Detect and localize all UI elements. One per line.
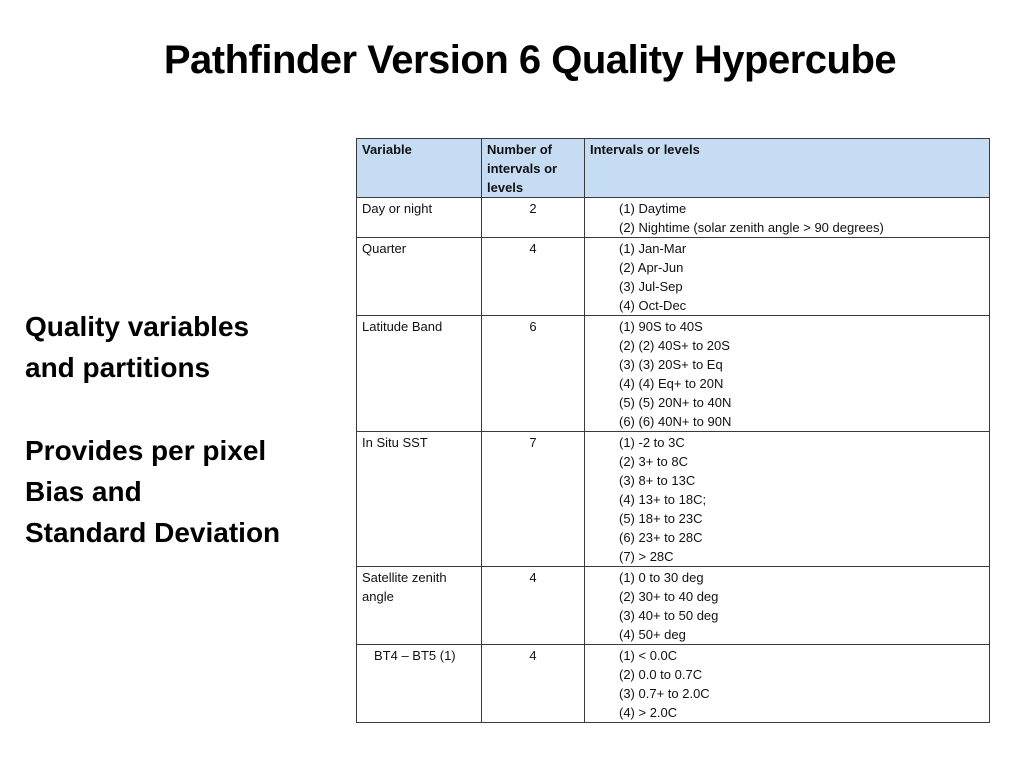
left-paragraph-line: Quality variables [25, 311, 250, 342]
cell-levels [585, 645, 990, 723]
table-row [357, 316, 990, 432]
level-item: (1) -2 to 3C [619, 435, 685, 450]
level-item: (5) 18+ to 23C [619, 511, 703, 526]
cell-variable [357, 567, 482, 645]
table-body [357, 198, 990, 723]
cell-variable-line: BT4 – BT5 (1) [374, 648, 456, 663]
table-row [357, 567, 990, 645]
left-paragraph-line: and partitions [25, 352, 211, 383]
level-item: (3) (3) 20S+ to Eq [619, 357, 723, 372]
table-header-row [357, 139, 990, 198]
cell-count: 7 [482, 432, 585, 567]
cell-variable [357, 432, 482, 567]
cell-variable-line: In Situ SST [362, 435, 428, 450]
level-item: (3) Jul-Sep [619, 279, 683, 294]
level-item: (2) 30+ to 40 deg [619, 589, 719, 604]
level-item: (1) 90S to 40S [619, 319, 703, 334]
level-item: (2) 3+ to 8C [619, 454, 689, 469]
level-item: (4) 50+ deg [619, 627, 686, 642]
table-row [357, 198, 990, 238]
cell-count: 2 [482, 198, 585, 238]
cell-levels [585, 238, 990, 316]
level-item: (3) 8+ to 13C [619, 473, 696, 488]
table-row [357, 645, 990, 723]
level-item: (5) (5) 20N+ to 40N [619, 395, 732, 410]
level-item: (2) Nightime (solar zenith angle > 90 degrees) [619, 220, 884, 235]
cell-variable-line: angle [362, 589, 394, 604]
cell-count: 6 [482, 316, 585, 432]
level-item: (4) Oct-Dec [619, 298, 687, 313]
cell-count: 4 [482, 567, 585, 645]
cell-variable [357, 645, 482, 723]
level-item: (4) > 2.0C [619, 705, 678, 720]
level-item: (3) 0.7+ to 2.0C [619, 686, 710, 701]
cell-levels [585, 567, 990, 645]
level-item: (2) Apr-Jun [619, 260, 684, 275]
level-item: (2) 0.0 to 0.7C [619, 667, 703, 682]
cell-variable-line: Quarter [362, 241, 407, 256]
cell-variable-line: Latitude Band [362, 319, 443, 334]
level-item: (2) (2) 40S+ to 20S [619, 338, 730, 353]
table-row [357, 432, 990, 567]
level-item: (6) 23+ to 28C [619, 530, 703, 545]
quality-hypercube-table [356, 138, 990, 723]
level-item: (7) > 28C [619, 549, 674, 564]
left-paragraph-line: Bias and [25, 476, 142, 507]
header-levels: Intervals or levels [585, 139, 990, 198]
table-row [357, 238, 990, 316]
level-item: (4) (4) Eq+ to 20N [619, 376, 724, 391]
cell-variable-line: Day or night [362, 201, 433, 216]
level-item: (1) 0 to 30 deg [619, 570, 704, 585]
level-item: (3) 40+ to 50 deg [619, 608, 719, 623]
cell-variable-line: Satellite zenith [362, 570, 447, 585]
cell-levels [585, 316, 990, 432]
header-count [482, 139, 585, 198]
cell-count: 4 [482, 645, 585, 723]
level-item: (1) Daytime [619, 201, 687, 216]
level-item: (6) (6) 40N+ to 90N [619, 414, 732, 429]
header-count-line: levels [487, 180, 524, 195]
slide-title: Pathfinder Version 6 Quality Hypercube [163, 38, 897, 82]
level-item: (4) 13+ to 18C; [619, 492, 707, 507]
header-count-line: intervals or [487, 161, 558, 176]
cell-variable [357, 238, 482, 316]
cell-levels [585, 198, 990, 238]
cell-levels [585, 432, 990, 567]
cell-variable [357, 198, 482, 238]
level-item: (1) < 0.0C [619, 648, 678, 663]
left-paragraph-line: Provides per pixel [25, 435, 267, 466]
header-variable: Variable [357, 139, 482, 198]
cell-count: 4 [482, 238, 585, 316]
level-item: (1) Jan-Mar [619, 241, 687, 256]
left-text-block [25, 306, 280, 595]
left-paragraph-line: Standard Deviation [25, 517, 281, 548]
header-count-line: Number of [487, 142, 552, 157]
left-paragraph [25, 430, 280, 553]
cell-variable [357, 316, 482, 432]
left-paragraph [25, 306, 280, 388]
quality-hypercube-table-container [356, 138, 989, 723]
